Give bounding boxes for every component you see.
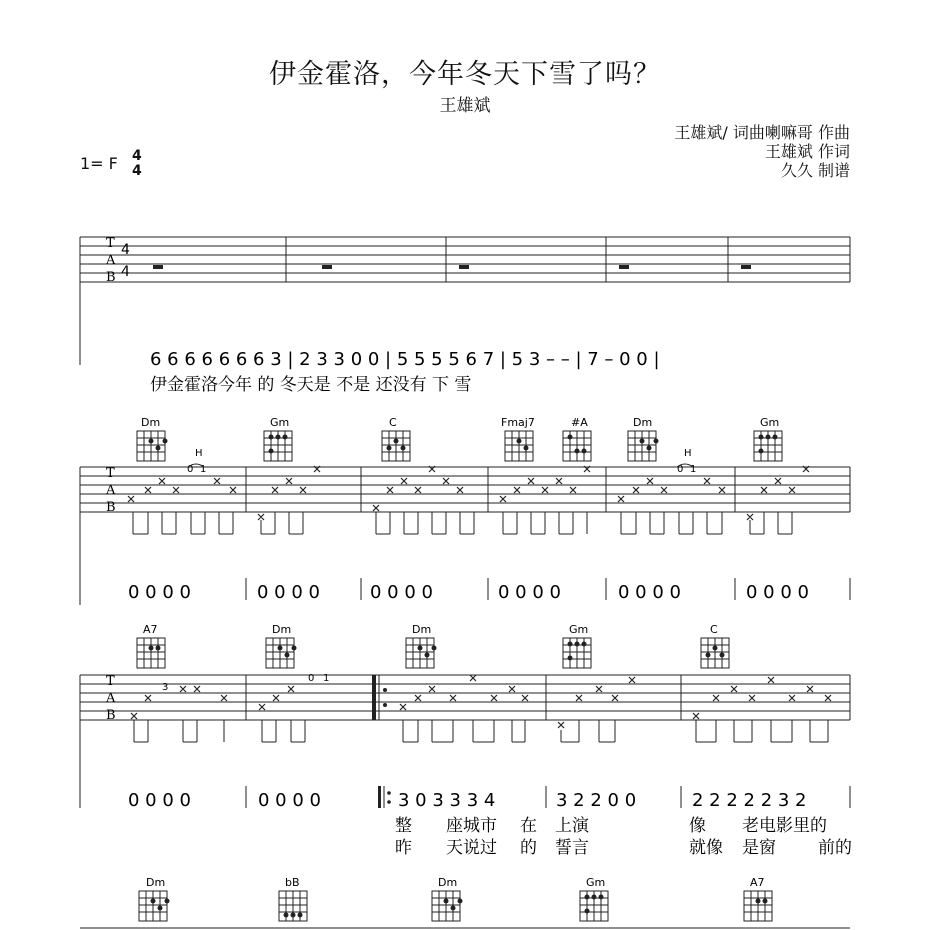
tab-label-t: T [106,236,115,251]
lyric: 前的 [818,838,852,858]
fret-number: 1 [323,673,330,684]
tab-label-t: T [106,466,115,481]
hammer-on-mark: H [684,448,692,459]
lyric: 上演 [555,816,589,836]
notation-row-1: 6 6 6 6 6 6 6 3 | 2 3 3 0 0 | 5 5 5 5 6 7 | 5 3 – – | 7 – 0 0 | [150,349,660,370]
time-signature-top: 4 [132,148,142,164]
song-artist: 王雄斌 [439,96,491,116]
chord-name: Dm [633,416,653,429]
chord-name: Gm [569,623,589,636]
lyric: 是窗 [742,838,776,858]
chord-name: A7 [143,623,158,636]
tab-label-b: B [106,708,116,723]
chord-name: Gm [270,416,290,429]
tab-time-bottom: 4 [121,264,130,280]
chord-name: Dm [272,623,292,636]
tab-label-a: A [106,253,116,268]
credit-transcriber: 久久 制谱 [780,161,850,180]
chord-name: C [389,416,397,429]
chord-name: Fmaj7 [501,416,535,429]
notation-measure: 0 0 0 0 [746,582,809,603]
tab-label-a: A [106,691,116,706]
chord-name: C [710,623,718,636]
fret-number: 1 [690,464,697,475]
lyric: 整 [395,816,412,836]
tab-label-a: A [106,483,116,498]
lyric: 天说过 [446,838,497,858]
whole-rests [153,265,751,269]
lyric: 就像 [689,838,723,858]
fret-number: 0 [677,464,684,475]
tab-label-b: B [106,500,116,515]
lyric: 誓言 [555,838,589,858]
chord-name: Dm [146,876,166,889]
lyric: 座城市 [446,816,497,836]
chord-name: Gm [586,876,606,889]
lyrics-row-3 [395,816,852,858]
notation-measure: 0 0 0 0 [128,790,191,811]
lyrics-row-1: 伊金霍洛今年 的 冬天是 不是 还没有 下 雪 [150,375,472,395]
lyric: 像 [689,816,706,836]
lyric: 老电影里的 [742,816,827,836]
tab-label-t: T [106,674,115,689]
song-title: 伊金霍洛，今年冬天下雪了吗？ [269,59,661,90]
tab-time-top: 4 [121,242,130,258]
fret-number: 0 [308,673,315,684]
key-signature: 1= F [80,154,118,173]
notation-measure: 0 0 0 0 [128,582,191,603]
notation-row-2 [128,578,850,603]
stems-row-2 [133,494,832,534]
notation-measure: 0 0 0 0 [370,582,433,603]
chord-name: bB [285,876,300,889]
chord-diagrams-row-4 [139,876,772,921]
chord-name: Dm [141,416,161,429]
lyric: 在 [520,816,537,836]
fret-number: 1 [200,464,207,475]
fret-number: 3 [162,682,169,693]
credit-lyricist: 王雄斌 作词 [764,142,850,161]
credit-composer: 王雄斌/ 词曲喇嘛哥 作曲 [674,123,850,142]
chord-name: Dm [438,876,458,889]
fret-number: 0 [187,464,194,475]
chord-name: A7 [750,876,765,889]
notation-measure: 2 2 2 2 2 3 2 [692,790,807,811]
tab-staff-1 [80,236,850,365]
lyric: 昨 [395,838,412,858]
tab-staff-3 [80,673,850,808]
notation-measure: 0 0 0 0 [498,582,561,603]
tab-label-b: B [106,270,116,285]
notation-measure: 0 0 0 0 [258,790,321,811]
repeat-start-barline [372,675,376,720]
lyric: 的 [520,838,537,858]
hammer-on-mark: H [195,448,203,459]
time-signature-bottom: 4 [132,163,142,179]
notation-measure: 3 0 3 3 3 4 [398,790,496,811]
notation-row-3 [128,786,850,811]
chord-diagrams-row-3 [137,623,729,668]
notation-measure: 0 0 0 0 [257,582,320,603]
notation-measure: 3 2 2 0 0 [556,790,637,811]
chord-name: Dm [412,623,432,636]
chord-name: Gm [760,416,780,429]
notation-measure: 0 0 0 0 [618,582,681,603]
stems-row-3 [134,702,828,742]
chord-name: #A [571,416,588,429]
